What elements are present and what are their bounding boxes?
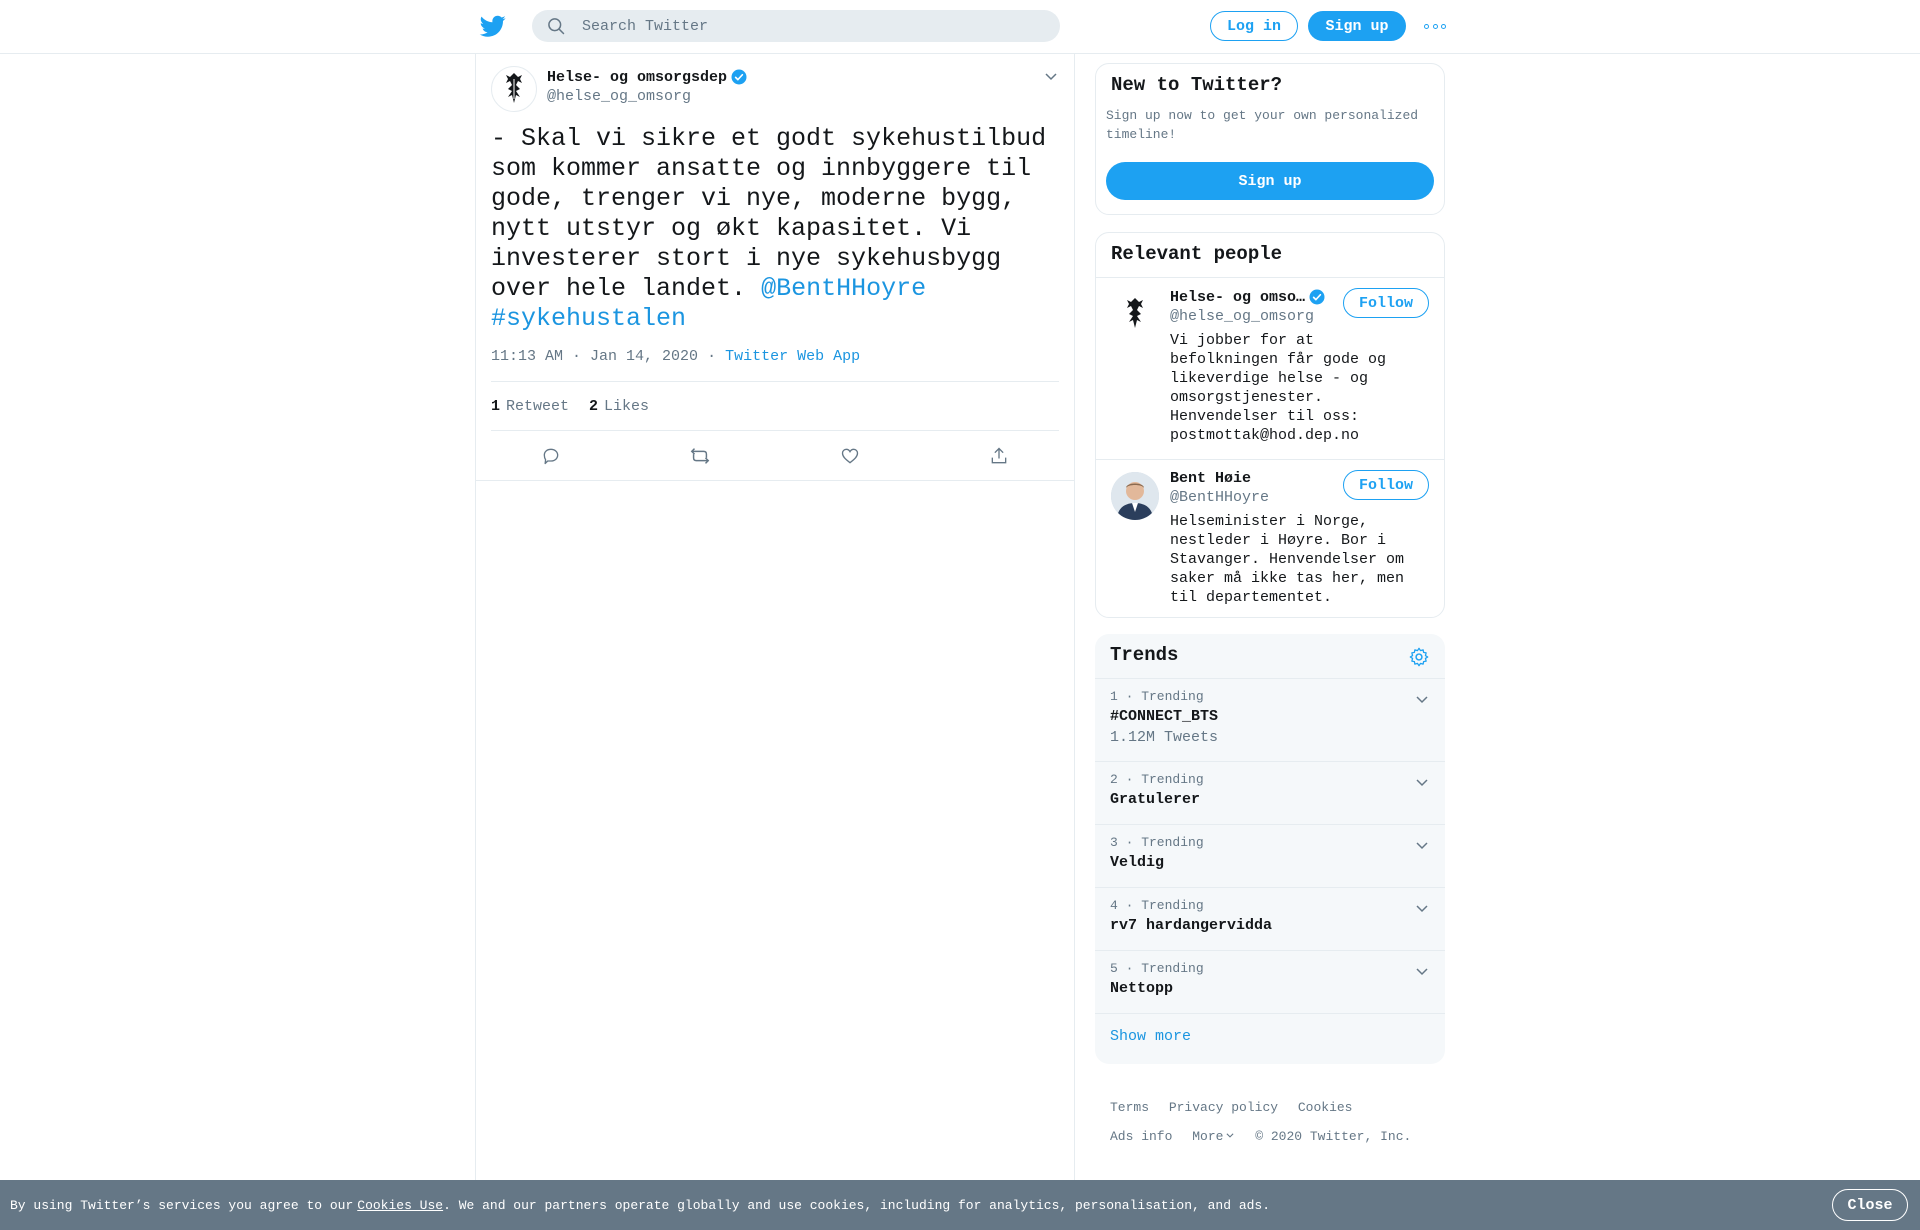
show-more-link[interactable]: Show more: [1110, 1028, 1192, 1045]
trend-name[interactable]: Veldig: [1110, 854, 1165, 871]
tweet: [476, 54, 1074, 481]
chevron-down-icon[interactable]: [1414, 963, 1430, 979]
trend-meta: 2 · Trending: [1110, 772, 1204, 787]
person-name-text[interactable]: Bent Høie: [1170, 470, 1252, 487]
avatar[interactable]: [1111, 472, 1159, 520]
person-handle[interactable]: @helse_og_omsorg: [1170, 308, 1315, 325]
trend-item[interactable]: [1095, 762, 1445, 825]
chevron-down-icon[interactable]: [1414, 774, 1430, 790]
trends-title: Trends: [1110, 644, 1179, 666]
cookie-text-suffix: . We and our partners operate globally and use cookies, including for analytics, personalisation, and ads.: [443, 1197, 1271, 1213]
likes-count: 2: [589, 397, 599, 415]
new-to-twitter-subtitle: Sign up now to get your own personalized timeline!: [1106, 108, 1419, 142]
search-icon: [546, 16, 566, 36]
new-to-twitter-title: New to Twitter?: [1111, 74, 1283, 96]
retweets-count: 1: [491, 397, 501, 415]
tweet-source-link[interactable]: Twitter Web App: [725, 348, 861, 365]
heart-icon: [840, 446, 860, 466]
trend-meta: 1 · Trending: [1110, 689, 1204, 704]
person-name-text[interactable]: Helse- og omso…: [1170, 288, 1306, 306]
gear-icon[interactable]: [1408, 646, 1430, 668]
trend-meta: 5 · Trending: [1110, 961, 1204, 976]
person-card[interactable]: [1096, 278, 1444, 460]
likes-label: Likes: [604, 397, 650, 415]
follow-button[interactable]: Follow: [1343, 288, 1429, 318]
footer-privacy-link[interactable]: Privacy policy: [1168, 1100, 1279, 1115]
chevron-down-icon[interactable]: [1414, 900, 1430, 916]
tweet-timestamp[interactable]: 11:13 AM · Jan 14, 2020: [491, 348, 699, 365]
person-bio: Vi jobber for at befolkningen får gode og likeverdige helse - og omsorgstjenester. Henvendelser til oss: postmottak@hod.dep.no: [1170, 332, 1387, 444]
cookies-use-link[interactable]: Cookies Use: [357, 1197, 444, 1213]
footer-more-label: More: [1192, 1129, 1224, 1144]
cookie-text-prefix: By using Twitter’s services you agree to our: [10, 1197, 354, 1213]
chevron-down-icon[interactable]: [1414, 837, 1430, 853]
chevron-down-icon[interactable]: [1414, 691, 1430, 707]
tweet-author-handle[interactable]: @helse_og_omsorg: [547, 88, 692, 105]
avatar[interactable]: [491, 66, 537, 112]
tweet-actions: [476, 431, 1074, 481]
tweet-meta: [491, 348, 1059, 365]
top-header: [0, 0, 1920, 54]
person-bio: Helseminister i Norge, nestleder i Høyre. Bor i Stavanger. Henvendelser om saker må ikke tas her, men til departementet.: [1170, 513, 1405, 606]
new-to-twitter-card: [1095, 63, 1445, 215]
lion-crest-icon: [1115, 294, 1155, 334]
chevron-down-icon: [1225, 1130, 1235, 1140]
reply-button[interactable]: [539, 444, 563, 468]
more-dots-icon[interactable]: [1424, 18, 1446, 34]
relevant-people-card: [1095, 232, 1445, 618]
trend-item[interactable]: [1095, 888, 1445, 951]
tweet-hashtag-link[interactable]: #sykehustalen: [491, 304, 687, 333]
footer-more-menu[interactable]: [1192, 1129, 1235, 1144]
twitter-bird-icon[interactable]: [478, 13, 508, 39]
tweet-author-name[interactable]: Helse- og omsorgsdep: [547, 68, 728, 86]
footer-ads-info-link[interactable]: Ads info: [1110, 1129, 1173, 1144]
sidebar-signup-button[interactable]: Sign up: [1106, 162, 1434, 200]
tweet-stats: [491, 381, 1059, 431]
footer-cookies-link[interactable]: Cookies: [1297, 1100, 1353, 1115]
relevant-people-title: Relevant people: [1096, 233, 1444, 278]
login-button[interactable]: Log in: [1210, 11, 1298, 41]
trend-meta: 4 · Trending: [1110, 898, 1204, 913]
trend-name[interactable]: Nettopp: [1110, 980, 1174, 997]
follow-button[interactable]: Follow: [1343, 470, 1429, 500]
chevron-down-icon[interactable]: [1043, 68, 1059, 84]
tweet-text: [491, 124, 1063, 334]
main-column: [475, 54, 1075, 1180]
retweet-button[interactable]: [688, 444, 712, 468]
lion-crest-icon: [494, 69, 534, 109]
reply-icon: [541, 446, 561, 466]
signup-button[interactable]: Sign up: [1308, 11, 1406, 41]
search-input[interactable]: [582, 18, 1022, 35]
retweet-icon: [689, 445, 711, 467]
person-card[interactable]: [1096, 460, 1444, 618]
trend-item[interactable]: [1095, 679, 1445, 762]
trend-name[interactable]: rv7 hardangervidda: [1110, 917, 1273, 934]
cookie-close-button[interactable]: Close: [1832, 1189, 1908, 1221]
trend-item[interactable]: [1095, 951, 1445, 1014]
tweet-mention-link[interactable]: @BentHHoyre: [761, 274, 927, 303]
tweet-author[interactable]: [547, 68, 748, 86]
share-button[interactable]: [987, 444, 1011, 468]
retweets-stat[interactable]: [491, 398, 569, 415]
tweet-body: - Skal vi sikre et godt sykehustilbud som kommer ansatte og innbyggere til gode, trenger vi nye, moderne bygg, nytt utstyr og økt kapasitet. Vi investerer stort i nye sykehusbygg over hele landet.: [491, 124, 1047, 303]
trend-count: 1.12M Tweets: [1110, 729, 1219, 746]
person-photo-icon: [1111, 472, 1159, 520]
avatar[interactable]: [1111, 290, 1159, 338]
footer-terms-link[interactable]: Terms: [1110, 1100, 1150, 1115]
like-button[interactable]: [838, 444, 862, 468]
trends-header: [1095, 634, 1445, 679]
verified-badge-icon: [1308, 288, 1326, 306]
person-handle[interactable]: @BentHHoyre: [1170, 489, 1270, 506]
likes-stat[interactable]: [589, 398, 649, 415]
meta-separator: ·: [707, 348, 717, 365]
verified-badge-icon: [730, 68, 748, 86]
retweets-label: Retweet: [506, 397, 570, 415]
tweet-header: [491, 66, 1059, 116]
footer-copyright: © 2020 Twitter, Inc.: [1255, 1129, 1412, 1144]
trend-name[interactable]: #CONNECT_BTS: [1110, 708, 1219, 725]
trend-meta: 3 · Trending: [1110, 835, 1204, 850]
search-box[interactable]: [532, 10, 1060, 42]
trend-item[interactable]: [1095, 825, 1445, 888]
footer-links: [1110, 1093, 1440, 1151]
trends-card: [1095, 634, 1445, 1064]
cookie-banner: [0, 1180, 1920, 1230]
share-icon: [989, 446, 1009, 466]
trend-name[interactable]: Gratulerer: [1110, 791, 1201, 808]
